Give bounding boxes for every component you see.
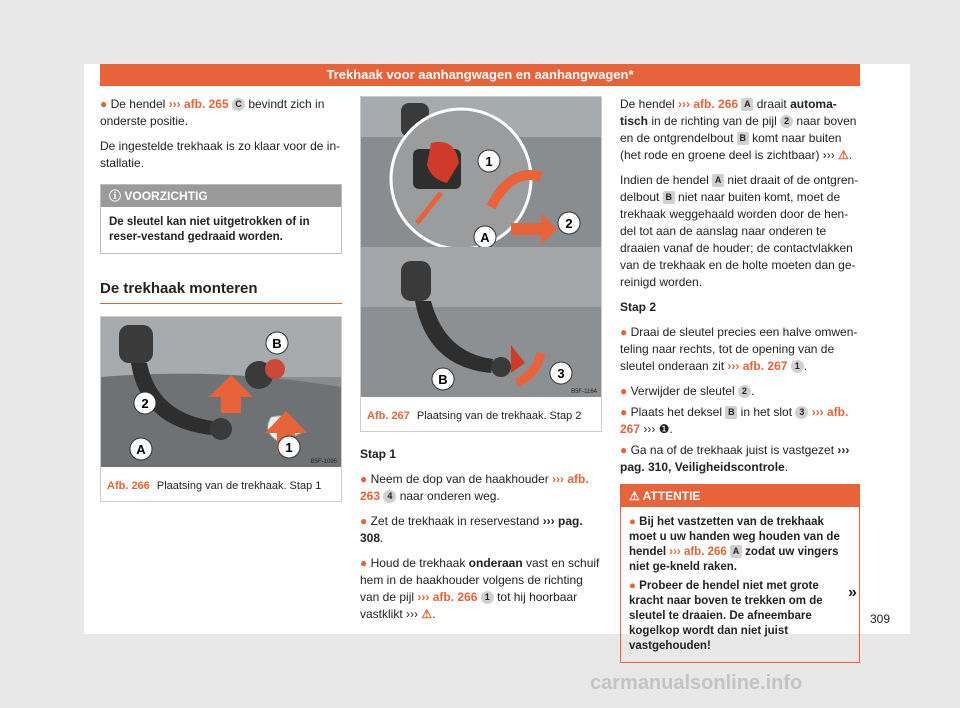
page-number: 309 [870, 612, 891, 626]
paragraph-auto-rotate: De hendel ››› afb. 266 A draait automa-tisch in de richting van de pijl 2 naar boven en de ontgrendelbout B komt naar buiten (het rode en groene deel is zichtbaar) ››› ⚠. [620, 97, 857, 162]
marker-c: C [232, 98, 245, 111]
paragraph-ready: De ingestelde trekhaak is zo klaar voor de in-stallatie. [100, 139, 341, 170]
fig267-label-1: 1 [485, 154, 493, 169]
marker-b: B [737, 132, 749, 145]
paragraph-if-not: Indien de hendel A niet draait of de ontgren-delbout B niet naar buiten komt, moet de trekhaak weggehaald worden door de hen-del tot aan de aanslag naar onderen te draaien vanaf de houder; de contactvlakken van de trekhaak en de holte moeten dan ge-reinigd worden. [620, 173, 859, 289]
fig266-label-b: B [272, 336, 282, 351]
column-middle [360, 96, 602, 631]
marker-a: A [741, 98, 753, 111]
fig267-code: B5F-1164 [571, 389, 597, 395]
figure-link[interactable]: ››› afb. 265 [168, 97, 229, 111]
continue-mark: » [848, 584, 857, 601]
figure-266 [100, 316, 342, 502]
step1-bullet-3: ● Houd de trekhaak onderaan vast en schuif hem in de haakhouder volgens de richting van de pijl ››› afb. 266 1 tot hij hoorbaar vastklikt ››› ⚠. [360, 556, 600, 621]
marker-2: 2 [738, 385, 751, 398]
section-title: De trekhaak monteren [100, 270, 342, 304]
page-header: Trekhaak voor aanhangwagen en aanhangwagen* [100, 64, 860, 86]
paragraph-lever: ● De hendel ››› afb. 265 C bevindt zich in onderste positie. [100, 97, 325, 128]
figure-link[interactable]: ››› afb. 267 [727, 359, 788, 373]
bullet-icon: ● [100, 97, 108, 111]
figure-link[interactable]: ››› afb. 267 [620, 405, 849, 436]
fig266-label-a: A [136, 442, 146, 457]
attention-bullet-1: ● Bij het vastzetten van de trekhaak moet u uw handen weg houden van de hendel ››› afb. 266 A zodat uw vingers niet ge-kneld raken. [629, 516, 840, 573]
figure-link[interactable]: ››› afb. 266 [678, 97, 739, 111]
marker-4: 4 [383, 490, 396, 503]
warning-triangle-icon: ⚠ [629, 489, 640, 503]
figure-266-image [101, 317, 341, 467]
caution-text: De sleutel kan niet uitgetrokken of in reser-vestand gedraaid worden. [109, 216, 310, 243]
watermark: carmanualsonline.info [590, 672, 803, 694]
bullet-icon: ● [360, 514, 368, 528]
column-right [620, 96, 860, 663]
marker-2: 2 [780, 115, 793, 128]
fig266-code: B5F-1095 [310, 459, 337, 465]
bullet-icon: ● [620, 405, 628, 419]
step1-bullet-2: ● Zet de trekhaak in reservestand ››› pag. 308. [360, 514, 583, 545]
figure-266-caption: Afb. 266 Plaatsing van de trekhaak. Stap 1 [107, 480, 322, 492]
step1-bullet-1: ● Neem de dop van de haakhouder ››› afb. 263 4 naar onderen weg. [360, 472, 589, 503]
bullet-icon: ● [629, 516, 636, 528]
attention-body [621, 507, 859, 662]
fig266-label-2: 2 [141, 396, 149, 411]
attention-box [620, 484, 860, 663]
page-link[interactable]: ››› pag. 308 [360, 514, 583, 545]
figure-link[interactable]: ››› afb. 266 [417, 590, 478, 604]
step2-bullet-1: ● Draai de sleutel precies een halve omwen-teling naar rechts, tot de opening van de sleutel onderaan zit ››› afb. 267 1 . [620, 325, 858, 373]
fig267-label-a: A [480, 230, 490, 245]
caution-header: ⓘ VOORZICHTIG [101, 185, 341, 207]
bullet-icon: ● [360, 472, 368, 486]
column-left [100, 96, 342, 502]
caution-box [100, 184, 342, 254]
step2-bullet-4: ● Ga na of de trekhaak juist is vastgezet ››› pag. 310, Veiligheidscontrole. [620, 443, 850, 474]
page-link[interactable]: ››› pag. 310, Veiligheidscontrole [620, 443, 850, 474]
fig267-label-3: 3 [557, 366, 565, 381]
marker-a: A [730, 545, 742, 558]
fig266-label-1: 1 [285, 440, 293, 455]
figure-link[interactable]: ››› afb. 266 [669, 546, 727, 558]
marker-b: B [663, 191, 675, 204]
fig267-label-2: 2 [565, 216, 573, 231]
bullet-icon: ● [620, 384, 628, 398]
bullet-icon: ● [620, 325, 628, 339]
info-circle-icon: ❶ [658, 422, 670, 436]
marker-3: 3 [795, 406, 808, 419]
marker-1: 1 [791, 360, 804, 373]
step-1-title: Stap 1 [360, 447, 397, 461]
figure-267-caption: Afb. 267 Plaatsing van de trekhaak. Stap 2 [367, 410, 582, 422]
bullet-icon: ● [360, 556, 368, 570]
figure-267-image [361, 97, 601, 397]
bullet-icon: ● [620, 443, 628, 457]
warning-triangle-icon: ⚠ [838, 148, 849, 162]
marker-a: A [712, 174, 724, 187]
warning-triangle-icon: ⚠ [421, 607, 433, 621]
figure-link[interactable]: ››› afb. 263 [360, 472, 589, 503]
caution-icon: ⓘ [109, 189, 122, 203]
marker-b: B [725, 406, 737, 419]
figure-267 [360, 96, 602, 432]
fig267-label-b: B [438, 372, 448, 387]
attention-header: ⚠ ATTENTIE [621, 485, 859, 507]
step2-bullet-3: ● Plaats het deksel B in het slot 3 ››› afb. 267 ››› ❶. [620, 405, 849, 436]
marker-1: 1 [481, 591, 494, 604]
step-2-title: Stap 2 [620, 300, 657, 314]
bullet-icon: ● [629, 580, 636, 592]
step2-bullet-2: ● Verwijder de sleutel 2 . [620, 384, 755, 398]
attention-bullet-2: ● Probeer de hendel niet met grote kracht naar boven te trekken om de sleutel te draaien. De afneembare kogelkop wordt dan niet juist vastgehouden! [629, 580, 823, 652]
